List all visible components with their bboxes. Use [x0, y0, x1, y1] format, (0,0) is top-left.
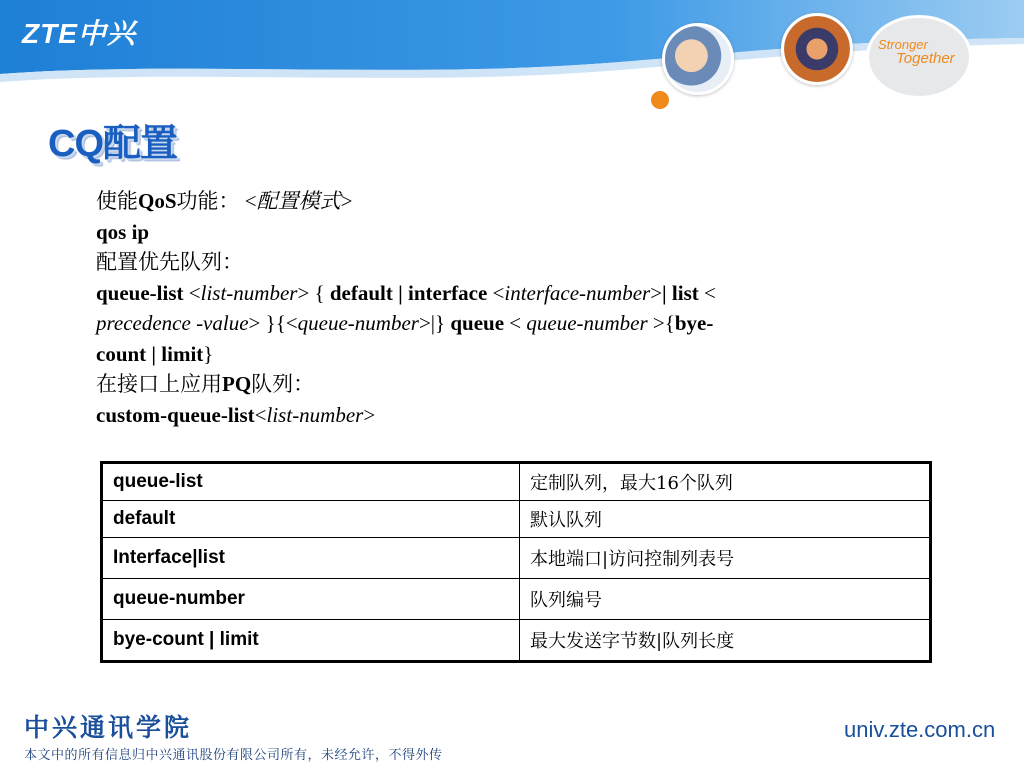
param-description: 定制队列，最大16个队列: [520, 463, 931, 501]
table-row: [102, 463, 931, 501]
line-queue-list-cmd-end: count | limit}: [96, 341, 214, 366]
param-name: queue-list: [102, 463, 520, 501]
table-row: [102, 538, 931, 579]
academy-logo: 中兴通讯学院: [24, 713, 193, 742]
copyright-notice: 本文中的所有信息归中兴通讯股份有限公司所有，未经允许，不得外传: [24, 748, 443, 763]
parameter-table: [100, 461, 932, 663]
param-name: queue-number: [102, 579, 520, 620]
table-row: [102, 579, 931, 620]
param-description: 默认队列: [520, 501, 931, 538]
line-qos-ip: qos ip: [96, 219, 150, 244]
line-config-queue: 配置优先队列：: [96, 250, 243, 274]
slide-title: CQ配置: [48, 123, 178, 165]
people-photo-2: [781, 13, 853, 85]
zte-logo: ZTE中兴: [22, 18, 136, 49]
param-description: 本地端口|访问控制列表号: [520, 538, 931, 579]
table-row: [102, 501, 931, 538]
line-queue-list-cmd-cont: precedence -value> }{<queue-number>|} queue < queue-number >{bye-: [96, 311, 714, 335]
param-name: bye-count | limit: [102, 620, 520, 662]
param-description: 最大发送字节数|队列长度: [520, 620, 931, 662]
table-row: [102, 620, 931, 662]
tagline: [878, 38, 955, 66]
param-name: Interface|list: [102, 538, 520, 579]
param-name: default: [102, 501, 520, 538]
line-enable-qos: 使能QoS功能： <配置模式>: [96, 189, 353, 213]
line-apply-interface: 在接口上应用PQ队列：: [96, 372, 315, 396]
param-description: 队列编号: [520, 579, 931, 620]
people-photo-1: [662, 23, 734, 95]
command-description: [96, 186, 866, 430]
orange-dot-decoration: [651, 91, 669, 109]
tagline-line1: Stronger: [878, 37, 928, 52]
tagline-line2: Together: [896, 50, 955, 67]
line-queue-list-cmd: queue-list <list-number> { default | interface <interface-number>| list <: [96, 280, 716, 305]
line-custom-queue-cmd: custom-queue-list<list-number>: [96, 402, 376, 427]
website-url: univ.zte.com.cn: [844, 717, 996, 742]
